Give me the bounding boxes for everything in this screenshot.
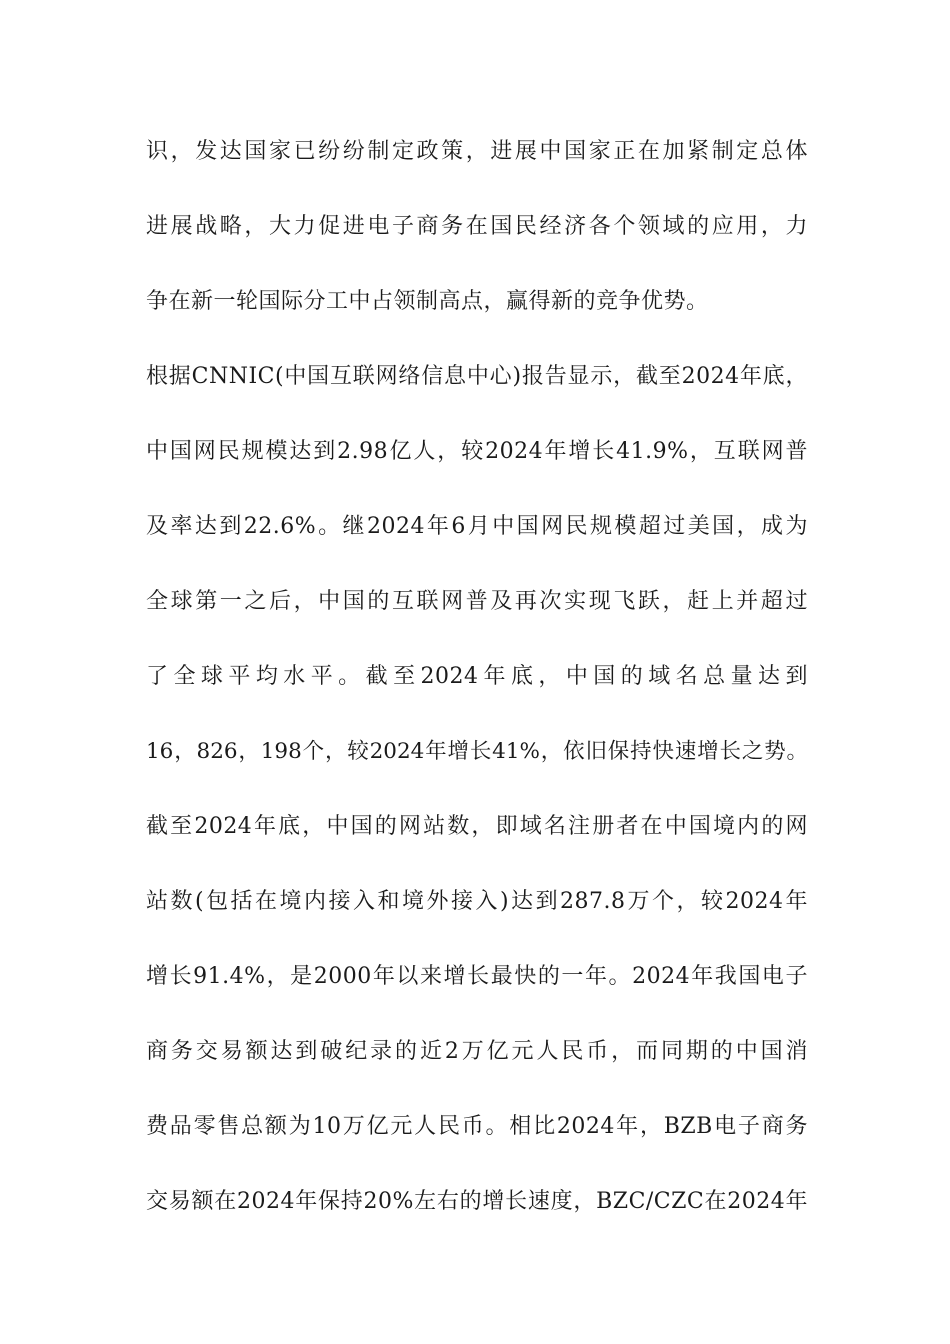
paragraph-line: 全球第一之后，中国的互联网普及再次实现飞跃，赶上并超过 [146, 589, 808, 614]
paragraph-line: 及率达到22.6%。继2024年6月中国网民规模超过美国，成为 [146, 514, 808, 539]
paragraph-line: 截至2024年底，中国的网站数，即域名注册者在中国境内的网 [146, 814, 808, 839]
paragraph-line: 争在新一轮国际分工中占领制高点，赢得新的竞争优势。 [146, 289, 709, 314]
paragraph-line: 了全球平均水平。截至2024年底，中国的域名总量达到 [146, 664, 808, 689]
paragraph-line: 识，发达国家已纷纷制定政策，进展中国家正在加紧制定总体 [146, 139, 808, 164]
paragraph-line: 站数(包括在境内接入和境外接入)达到287.8万个，较2024年 [146, 889, 808, 914]
paragraph-line: 商务交易额达到破纪录的近2万亿元人民币，而同期的中国消 [146, 1039, 808, 1064]
paragraph-line: 中国网民规模达到2.98亿人，较2024年增长41.9%，互联网普 [146, 439, 808, 464]
paragraph-line: 进展战略，大力促进电子商务在国民经济各个领域的应用，力 [146, 214, 808, 239]
paragraph-line: 费品零售总额为10万亿元人民币。相比2024年，BZB电子商务 [146, 1114, 808, 1139]
paragraph-line: 交易额在2024年保持20%左右的增长速度，BZC/CZC在2024年 [146, 1189, 808, 1214]
paragraph-line: 16，826，198个，较2024年增长41%，依旧保持快速增长之势。 [146, 739, 808, 764]
paragraph-line: 增长91.4%，是2000年以来增长最快的一年。2024年我国电子 [146, 964, 808, 989]
paragraph-line: 根据CNNIC(中国互联网络信息中心)报告显示，截至2024年底， [146, 364, 808, 389]
